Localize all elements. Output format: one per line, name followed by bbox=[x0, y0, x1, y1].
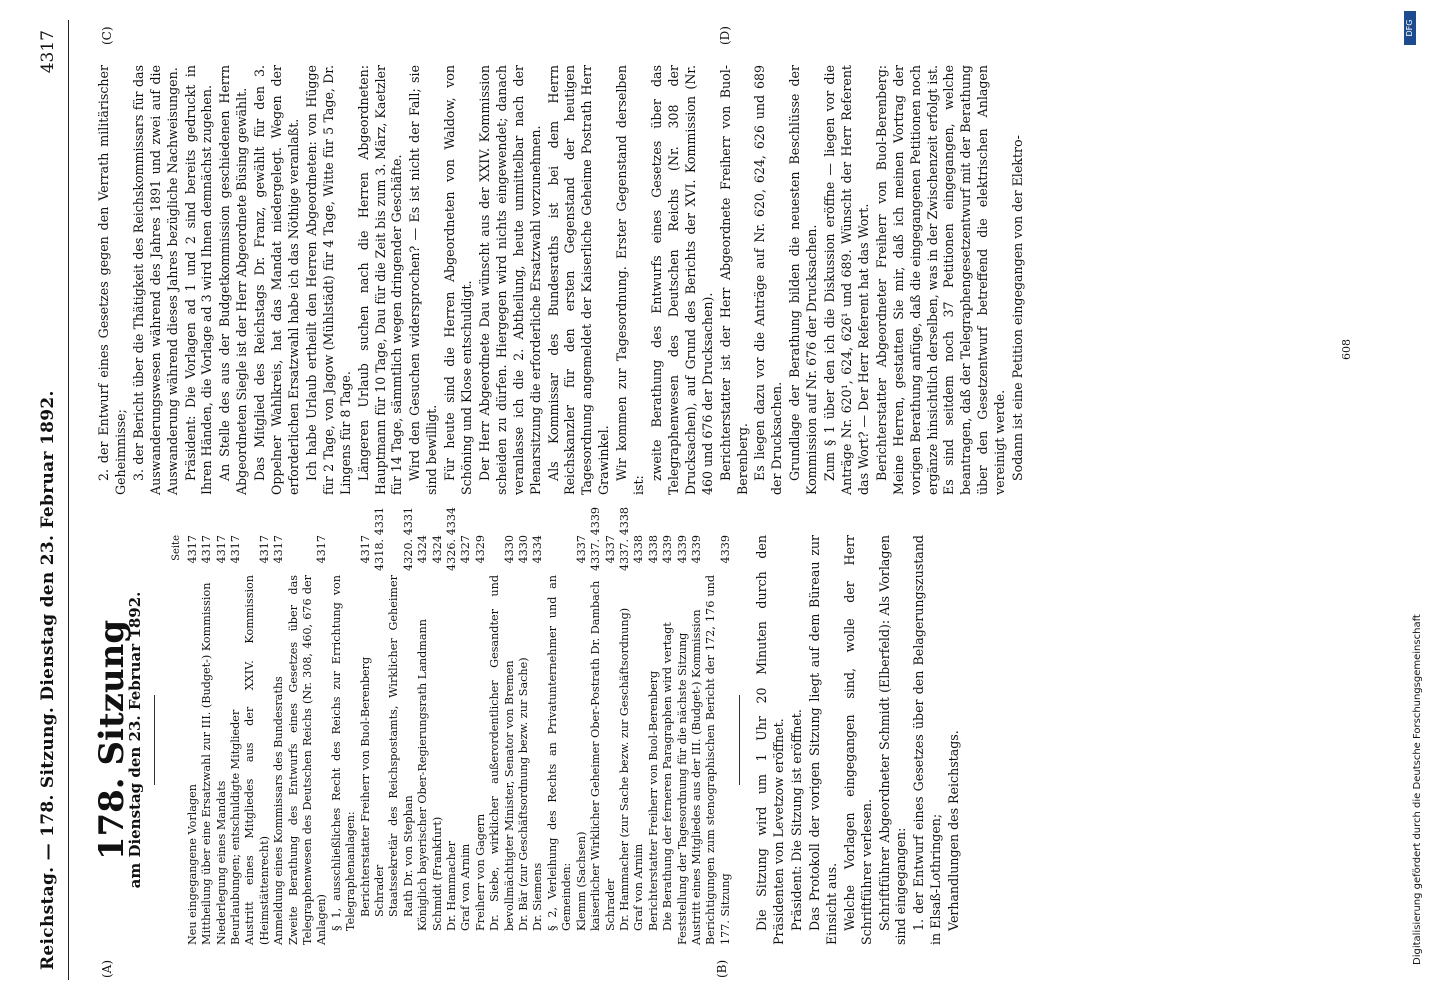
left-column-paragraph: Welche Vorlagen eingegangen sind, wolle der Herr Schriftführer verlesen. bbox=[841, 535, 874, 945]
toc-entry-page: 4317 bbox=[315, 535, 329, 564]
toc-entry-page: 4320. 4331 bbox=[401, 506, 415, 571]
toc-entry-text: Graf von Arnim bbox=[459, 843, 473, 931]
toc-seite-label: Seite bbox=[170, 535, 182, 561]
toc-entry-page: 4330 bbox=[502, 535, 516, 564]
left-column-paragraph: Verhandlungen des Reichstags. bbox=[946, 730, 962, 931]
toc-entry bbox=[632, 535, 646, 945]
toc-entry-page: 4339 bbox=[675, 535, 689, 564]
toc-entry-page: 4317 bbox=[272, 535, 286, 564]
toc-entry bbox=[647, 535, 661, 945]
toc-entry-text: Klemm (Sachsen) bbox=[574, 831, 588, 931]
toc-entry-page: 4337. 4339 bbox=[589, 506, 603, 571]
dfg-logo: DFG bbox=[1404, 11, 1416, 45]
toc-entry-page: 4327 bbox=[459, 535, 473, 564]
left-column-paragraph: Schriftführer Abgeordneter Schmidt (Elberfeld): Als Vorlagen sind eingegangen: bbox=[876, 535, 909, 945]
toc-entry-text: Schmidt (Frankfurt) bbox=[430, 816, 444, 931]
toc-entry bbox=[604, 535, 618, 945]
right-column-paragraph: Der Herr Abgeordnete Dau wünscht aus der XXIV. Kommission scheiden zu dürfen. Hiergegen wird nichts eingewendet; danach veranlasse ich die 2. Abtheilung, heute unmittelbar nach der Plenarsitzung die erforderliche Ersatzwahl vorzunehmen. bbox=[476, 65, 543, 495]
toc-entry-text: Schrader bbox=[603, 878, 617, 931]
toc-entry-page: 4339 bbox=[689, 535, 703, 564]
toc-entry bbox=[531, 535, 545, 945]
right-column-paragraph: Das Mitglied des Reichstags Dr. Franz, gewählt für den 3. Oppelner Wahlkreis, hat das Mandat niedergelegt. Wegen der erforderlichen Ersatzwahl habe ich das Nöthige veranlaßt. bbox=[252, 65, 301, 495]
toc-entry-text: Dr. Siemens bbox=[531, 862, 545, 931]
toc-entry bbox=[676, 535, 690, 945]
right-column-paragraph: Es liegen dazu vor die Anträge auf Nr. 620, 624, 626 und 689 der Drucksachen. bbox=[752, 65, 785, 495]
margin-marker-c: (C) bbox=[100, 26, 114, 45]
toc-entry bbox=[215, 535, 229, 945]
toc-entry-text: Dr. Hammacher bbox=[445, 841, 459, 931]
toc-entry bbox=[474, 535, 488, 945]
toc-entry-page: 4324 bbox=[430, 535, 444, 564]
column-left bbox=[92, 506, 964, 945]
toc-entry-text: kaiserlicher Wirklicher Geheimer Ober-Postrath Dr. Dambach bbox=[589, 580, 603, 931]
toc-entry bbox=[416, 535, 430, 945]
toc-entry-text: Staatssekretär des Reichspostamts, Wirklicher Geheimer Rath Dr. von Stephan bbox=[387, 575, 415, 917]
title-rule bbox=[154, 695, 155, 785]
toc-entry-page: 4338 bbox=[646, 535, 660, 564]
page-header bbox=[28, 20, 69, 980]
toc-rule bbox=[739, 695, 740, 785]
right-column-paragraph: Wird den Gesuchen widersprochen? — Es ist nicht der Fall; sie sind bewilligt. bbox=[407, 65, 440, 495]
right-column-paragraph: Wir kommen zur Tagesordnung. Erster Gegenstand derselben ist: bbox=[614, 65, 647, 495]
session-subtitle: am Dienstag den 23. Februar 1892. bbox=[125, 591, 144, 889]
toc-entry-page: 4329 bbox=[473, 535, 487, 564]
toc-entry-page: 4317 bbox=[200, 535, 214, 564]
toc-entry bbox=[330, 535, 359, 945]
toc-entry-text: Graf von Arnim bbox=[632, 843, 646, 931]
toc-entry-page: 4334 bbox=[531, 535, 545, 564]
page-number-top: 4317 bbox=[38, 30, 58, 74]
toc-entry-text: Die Berathung der ferneren Paragraphen wird vertagt bbox=[661, 622, 675, 931]
toc-entry-text: Austritt eines Mitgliedes aus der XXIV. Kommission (Heimstättenrecht) bbox=[243, 575, 271, 945]
session-title: 178. Sitzung bbox=[92, 619, 132, 861]
right-column-paragraph: Als Kommissar des Bundesraths ist bei dem Herrn Reichskanzler für den ersten Gegenstand der heutigen Tagesordnung angemeldet der Kaiserliche Geheime Postrath Herr Grawinkel. bbox=[545, 65, 612, 495]
digitization-note: Digitalisierung gefördert durch die Deutsche Forschungsgemeinschaft bbox=[1412, 614, 1423, 965]
left-column-body bbox=[789, 535, 963, 945]
toc-entry-page: 4337 bbox=[603, 535, 617, 564]
right-column-paragraph: Zum § 1 über den ich die Diskussion eröffne — liegen vor die Anträge Nr. 620¹, 624, 626¹ und 689. Wünscht der Herr Referent das Wort? — Der Herr Referent hat das Wort. bbox=[822, 65, 871, 495]
toc-entry-text: Beurlaubungen; entschuldigte Mitglieder bbox=[228, 709, 242, 945]
toc-entry-page: 4317 bbox=[214, 535, 228, 564]
toc-entry-text: Niederlegung eines Mandats bbox=[214, 780, 228, 945]
running-head: Reichstag. — 178. Sitzung. Dienstag den 23. Februar 1892. bbox=[38, 390, 58, 970]
toc-entry bbox=[488, 535, 517, 945]
toc-entry bbox=[459, 535, 473, 945]
right-column-paragraph: Ich habe Urlaub ertheilt den Herren Abgeordneten: von Hügge für 2 Tage, von Jagow (Mühlstädt) für 4 Tage, Witte für 5 Tage, Dr. Lingens für 8 Tage. bbox=[303, 65, 353, 495]
toc-entry-page: 4339 bbox=[718, 535, 732, 564]
toc-entry bbox=[287, 535, 330, 945]
table-of-contents bbox=[185, 506, 733, 945]
folio-number: 608 bbox=[1340, 339, 1353, 360]
toc-entry-text: Königlich bayerischer Ober-Regierungsrath Landmann bbox=[416, 619, 430, 931]
right-column-paragraph: Sodann ist eine Petition eingegangen von der Elektro- bbox=[1010, 135, 1026, 481]
toc-entry-text: Anmeldung eines Kommissars des Bundesraths bbox=[272, 676, 286, 945]
toc-entry-text: Zweite Berathung des Entwurfs eines Gesetzes über das Telegraphenwesen des Deutschen Reichs (Nr. 308, 460, 676 der Anlagen) bbox=[286, 575, 329, 945]
toc-entry-page: 4337. 4338 bbox=[617, 506, 631, 571]
right-column-paragraph: Berichterstatter Abgeordneter Freiherr von Buol-Berenberg: Meine Herren, gestatten Sie mir, daß ich meinen Vortrag der vorigen Berathung anfüge, daß die eingegangenen Petitionen noch ergänze hinsichtlich derselben, was in der Zwischenzeit erfolgt ist. Es sind seitdem noch 37 Petitionen eingegangen, welche beantragen, daß der Telegraphengesetzentwurf mit der Berathung über den Gesetzentwurf betreffend die elektrischen Anlagen vereinigt werde. bbox=[873, 65, 1008, 495]
toc-entry-page: 4338 bbox=[632, 535, 646, 564]
right-column-paragraph: 3. der Bericht über die Thätigkeit des Reichskommissars für das Auswanderungswesen während des Jahres 1891 und zwei auf die Auswanderung während dieses Jahres bezügliche Nachweisungen. bbox=[130, 65, 180, 495]
toc-entry bbox=[387, 506, 416, 945]
toc-entry-page: 4317 bbox=[358, 535, 372, 564]
toc-entry bbox=[661, 535, 675, 945]
toc-entry-text: Dr. Hammacher (zur Sache bezw. zur Geschäftsordnung) bbox=[617, 607, 631, 931]
toc-entry-text: Dr. Bär (zur Geschäftsordnung bezw. zur Sache) bbox=[517, 657, 531, 931]
toc-entry-text: § 1, ausschließliches Recht des Reichs zur Errichtung von Telegraphenanlagen: bbox=[329, 575, 358, 931]
right-column-body bbox=[96, 65, 1027, 495]
toc-entry bbox=[243, 535, 272, 945]
toc-entry-text: Austritt eines Mitgliedes aus der III. (Budget-) Kommission bbox=[689, 609, 703, 945]
toc-entry bbox=[186, 535, 200, 945]
right-column-paragraph: 2. der Entwurf eines Gesetzes gegen den Verrath militärischer Geheimnisse; bbox=[96, 65, 128, 495]
toc-entry-text: Feststellung der Tagesordnung für die nächste Sitzung bbox=[675, 632, 689, 945]
toc-entry-text: Freiherr von Gagern bbox=[473, 813, 487, 931]
toc-entry bbox=[517, 535, 531, 945]
toc-entry bbox=[200, 535, 214, 945]
right-column-paragraph: Für heute sind die Herren Abgeordneten von Waldow, von Schöning und Klose entschuldigt. bbox=[442, 65, 475, 495]
right-column-paragraph: An Stelle des aus der Budgetkommission geschiedenen Herrn Abgeordneten Siegle ist der Herr Abgeordnete Büsing gewählt. bbox=[217, 65, 250, 495]
right-column-paragraph: zweite Berathung des Entwurfs eines Gesetzes über das Telegraphenwesen des Deutschen Reichs (Nr. 308 der Drucksachen), auf Grund des Berichts der XVI. Kommission (Nr. 460 und 676 der Drucksachen). bbox=[649, 65, 715, 495]
toc-entry-page: 4337 bbox=[574, 535, 588, 564]
left-column-paragraph: Präsident: Die Sitzung ist eröffnet. bbox=[788, 709, 804, 931]
toc-entry bbox=[704, 535, 733, 945]
toc-entry-page: 4318. 4331 bbox=[373, 506, 386, 571]
toc-entry-text: § 2, Verleihung des Rechts an Privatunternehmer und an Gemeinden: bbox=[545, 575, 574, 931]
toc-entry bbox=[589, 506, 603, 945]
toc-entry bbox=[359, 535, 373, 945]
toc-entry-text: Dr. Siebe, wirklicher außerordentlicher Gesandter und bevollmächtigter Minister, Senator von Bremen bbox=[488, 575, 516, 931]
toc-entry-page: 4317 bbox=[228, 535, 242, 564]
toc-entry bbox=[272, 535, 286, 945]
toc-entry-page: 4326. 4334 bbox=[445, 506, 459, 571]
margin-marker-a: (A) bbox=[100, 959, 114, 978]
opening-paragraph: Die Sitzung wird um 1 Uhr 20 Minuten durch den Präsidenten von Levetzow eröffnet. bbox=[754, 535, 787, 945]
left-column-paragraph: Das Protokoll der vorigen Sitzung liegt auf dem Büreau zur Einsicht aus. bbox=[806, 535, 839, 945]
left-column-paragraph: 1. der Entwurf eines Gesetzes über den Belagerungszustand in Elsaß-Lothringen; bbox=[911, 535, 944, 945]
right-column-paragraph: Berichterstatter ist der Herr Abgeordnete Freiherr von Buol-Berenberg. bbox=[717, 65, 750, 495]
toc-entry bbox=[445, 506, 459, 945]
toc-entry-page: 4324 bbox=[416, 535, 430, 564]
toc-entry bbox=[617, 506, 632, 945]
toc-entry-text: Mittheilung über eine Ersatzwahl zur III. (Budget-) Kommission bbox=[200, 582, 214, 945]
toc-entry bbox=[373, 506, 387, 945]
toc-entry-text: Berichterstatter Freiherr von Buol-Berenberg bbox=[358, 656, 372, 917]
toc-entry-page: 4330 bbox=[517, 535, 531, 564]
toc-entry-text: Neu eingegangene Vorlagen bbox=[185, 784, 199, 945]
toc-entry bbox=[575, 535, 589, 945]
column-right bbox=[96, 65, 1028, 495]
margin-marker-d: (D) bbox=[718, 26, 732, 45]
toc-entry-page: 4339 bbox=[661, 535, 675, 564]
toc-entry-text: Berichtigungen zum stenographischen Bericht der 172, 176 und 177. Sitzung bbox=[704, 575, 732, 945]
toc-entry-text: Schrader bbox=[373, 864, 386, 917]
toc-entry-page: 4317 bbox=[185, 535, 199, 564]
toc-entry bbox=[229, 535, 243, 945]
toc-entry-text: Berichterstatter Freiherr von Buol-Berenberg bbox=[646, 670, 660, 931]
right-column-paragraph: Präsident: Die Vorlagen ad 1 und 2 sind bereits gedruckt in Ihren Händen, die Vorlage ad 3 wird Ihnen demnächst zugehen. bbox=[182, 65, 215, 495]
toc-entry-page: 4317 bbox=[257, 535, 271, 564]
toc-entry bbox=[546, 535, 575, 945]
margin-marker-b: (B) bbox=[715, 959, 729, 978]
toc-entry bbox=[431, 535, 445, 945]
right-column-paragraph: Längeren Urlaub suchen nach die Herren Abgeordneten: Hauptmann für 10 Tage, Dau für die Zeit bis zum 3. März, Kaetzler für 14 Tage, sämmtlich wegen dringender Geschäfte. bbox=[355, 65, 405, 495]
right-column-paragraph: Grundlage der Berathung bilden die neuesten Beschlüsse der Kommission auf Nr. 676 der Drucksachen. bbox=[787, 65, 820, 495]
toc-entry bbox=[690, 535, 704, 945]
